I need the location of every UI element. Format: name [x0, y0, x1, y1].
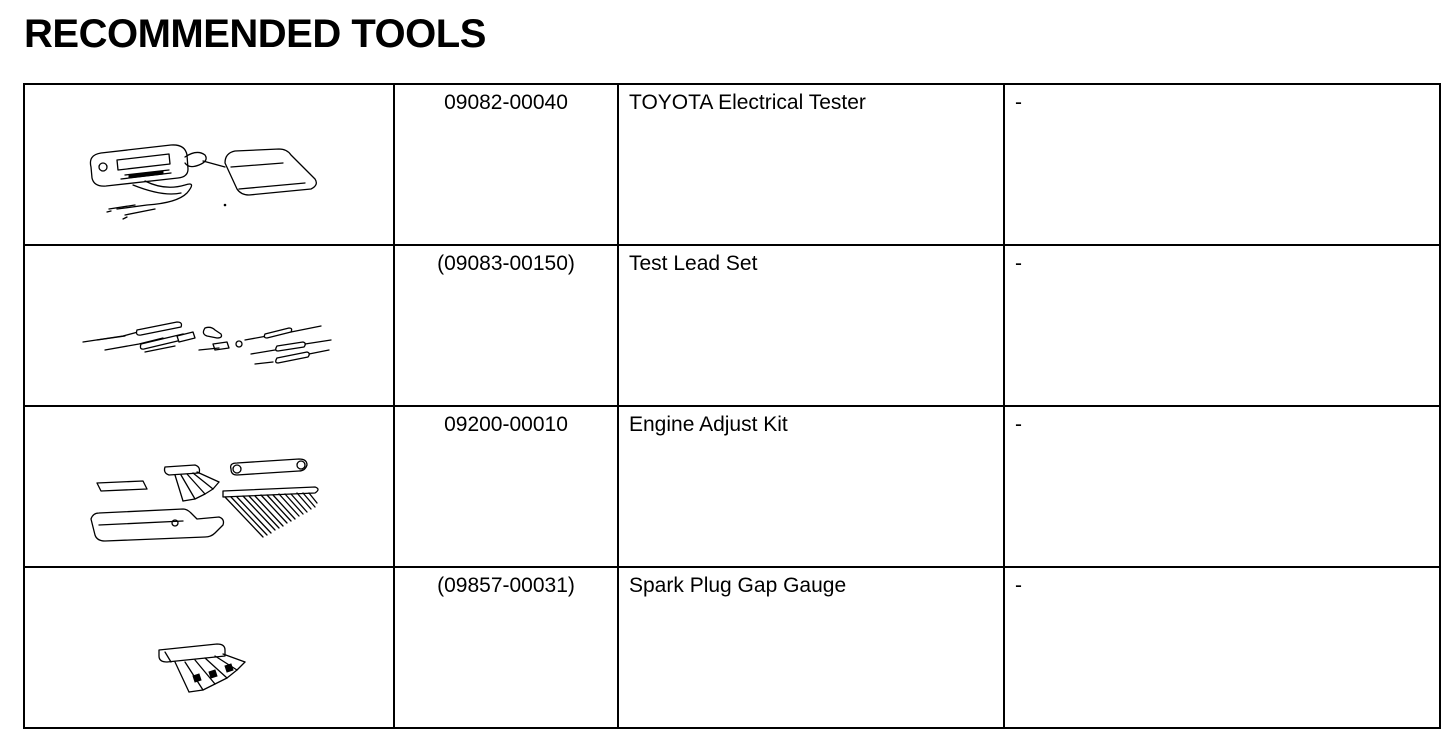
table-row — [24, 406, 1440, 567]
page-title: RECOMMENDED TOOLS — [24, 12, 486, 56]
table-row — [24, 245, 1440, 406]
test-lead-set-illustration — [25, 246, 393, 405]
recommended-tools-table — [23, 83, 1441, 729]
part-number: 09200-00010 — [394, 406, 618, 567]
part-number: 09082-00040 — [394, 84, 618, 245]
tool-note: - — [1004, 84, 1440, 245]
table-row — [24, 84, 1440, 245]
electrical-tester-illustration — [25, 85, 393, 244]
spark-plug-gap-gauge-illustration — [25, 568, 393, 727]
part-number: (09857-00031) — [394, 567, 618, 728]
tool-image-cell — [24, 245, 394, 406]
table-row — [24, 567, 1440, 728]
tool-name: Spark Plug Gap Gauge — [618, 567, 1004, 728]
tool-image-cell — [24, 84, 394, 245]
tool-note: - — [1004, 567, 1440, 728]
tool-note: - — [1004, 406, 1440, 567]
tool-name: Test Lead Set — [618, 245, 1004, 406]
part-number: (09083-00150) — [394, 245, 618, 406]
tool-note: - — [1004, 245, 1440, 406]
tool-image-cell — [24, 406, 394, 567]
engine-adjust-kit-illustration — [25, 407, 393, 566]
tool-name: TOYOTA Electrical Tester — [618, 84, 1004, 245]
tool-image-cell — [24, 567, 394, 728]
tool-name: Engine Adjust Kit — [618, 406, 1004, 567]
